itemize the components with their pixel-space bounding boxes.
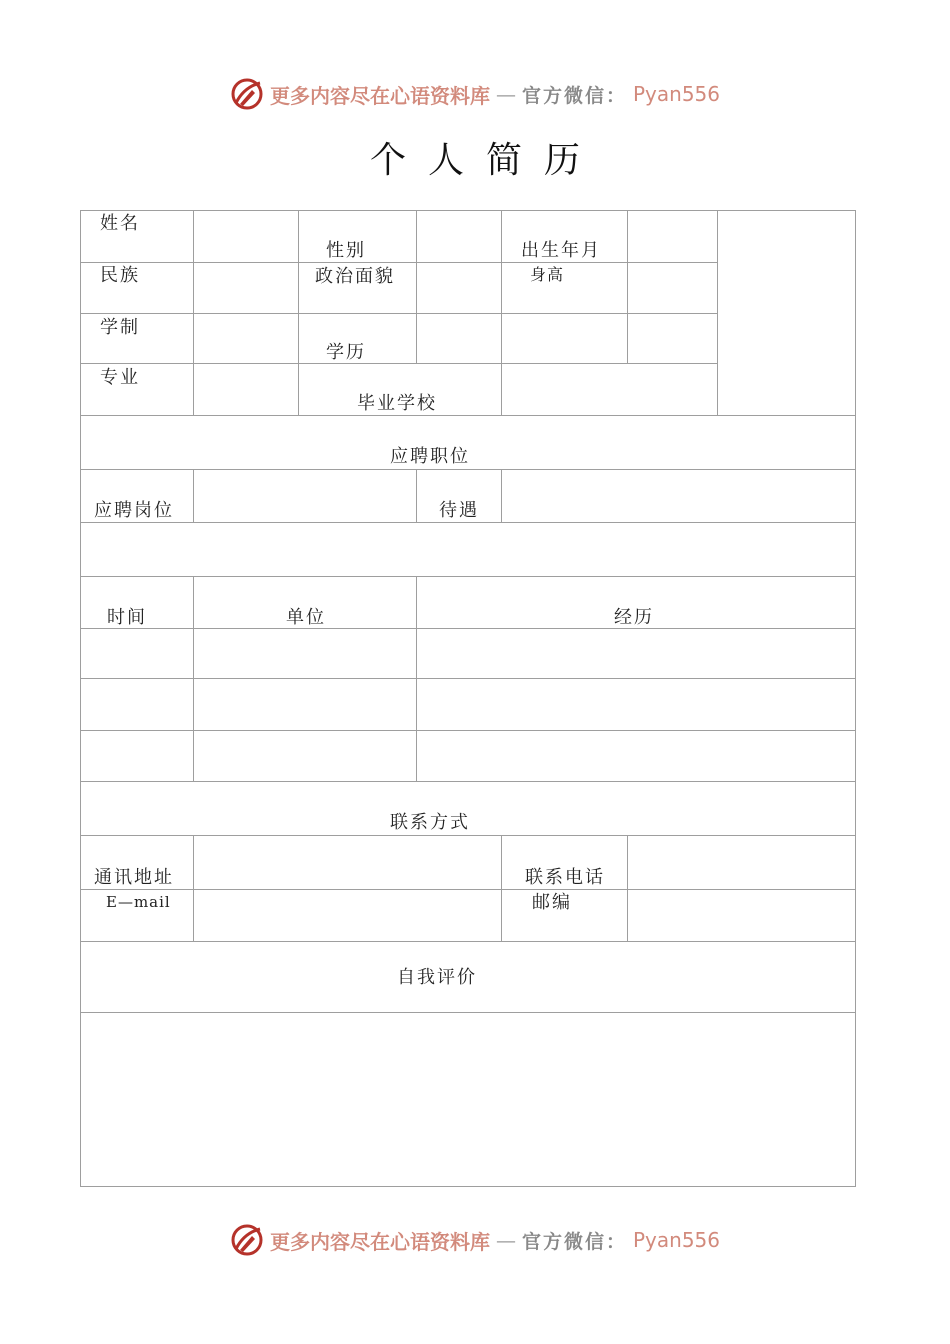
heading-self-eval: 自我评价 <box>397 967 477 988</box>
label-salary: 待遇 <box>439 500 479 521</box>
col-line <box>501 210 502 415</box>
row-line <box>80 941 856 942</box>
row-line <box>80 415 856 416</box>
row-line <box>80 835 856 836</box>
row-line <box>80 363 717 364</box>
brand-text: 更多内容尽在心语资料库 <box>269 83 490 108</box>
header-banner <box>0 74 950 114</box>
label-phone: 联系电话 <box>525 867 605 888</box>
wechat-id: Pyan556 <box>633 1228 721 1252</box>
col-line <box>416 576 417 781</box>
label-program-length: 学制 <box>100 317 140 338</box>
row-line <box>80 576 856 577</box>
label-address: 通讯地址 <box>94 867 174 888</box>
row-line <box>80 1012 856 1013</box>
label-education: 学历 <box>326 342 366 363</box>
col-line <box>627 835 628 941</box>
photo-col-line <box>717 210 718 415</box>
col-line <box>298 210 299 415</box>
row-line <box>80 889 856 890</box>
label-height: 身高 <box>530 265 565 284</box>
col-line <box>627 210 628 364</box>
row-line <box>80 313 717 314</box>
label-gender: 性别 <box>326 240 366 261</box>
label-unit: 单位 <box>286 607 326 628</box>
row-line <box>80 730 856 731</box>
col-line <box>416 469 417 522</box>
label-experience: 经历 <box>614 607 654 628</box>
wechat-label: 官方微信： <box>521 1230 627 1253</box>
label-postcode: 邮编 <box>532 892 572 913</box>
row-line <box>80 678 856 679</box>
pen-logo-icon <box>230 77 264 111</box>
heading-contact: 联系方式 <box>390 812 470 833</box>
row-line <box>80 781 856 782</box>
col-line <box>193 835 194 941</box>
col-line <box>193 576 194 781</box>
form-border-top <box>80 210 856 211</box>
heading-job: 应聘职位 <box>390 446 470 467</box>
resume-form <box>80 210 856 1187</box>
row-line <box>80 522 856 523</box>
col-line <box>193 210 194 415</box>
footer-banner <box>0 1220 950 1260</box>
row-line <box>80 628 856 629</box>
banner-dash: — <box>495 82 516 106</box>
row-line <box>80 469 856 470</box>
form-border-bottom <box>80 1186 856 1187</box>
label-ethnicity: 民族 <box>100 265 140 286</box>
label-email: E—mail <box>106 893 171 911</box>
banner-dash: — <box>495 1228 516 1252</box>
label-position: 应聘岗位 <box>94 500 174 521</box>
wechat-label: 官方微信： <box>521 84 627 107</box>
brand-text: 更多内容尽在心语资料库 <box>269 1229 490 1254</box>
col-line <box>193 469 194 522</box>
form-border-left <box>80 210 81 1187</box>
label-name: 姓名 <box>100 213 140 234</box>
label-political-status: 政治面貌 <box>315 266 395 287</box>
wechat-id: Pyan556 <box>633 82 721 106</box>
col-line <box>416 210 417 364</box>
label-time: 时间 <box>107 607 147 628</box>
col-line <box>501 835 502 941</box>
row-line <box>80 262 717 263</box>
label-school: 毕业学校 <box>357 393 437 414</box>
label-birth: 出生年月 <box>521 240 601 261</box>
label-major: 专业 <box>100 367 140 388</box>
col-line <box>501 469 502 522</box>
page-title: 个人简历 <box>369 140 602 181</box>
form-border-right <box>855 210 856 1187</box>
pen-logo-icon <box>230 1223 264 1257</box>
